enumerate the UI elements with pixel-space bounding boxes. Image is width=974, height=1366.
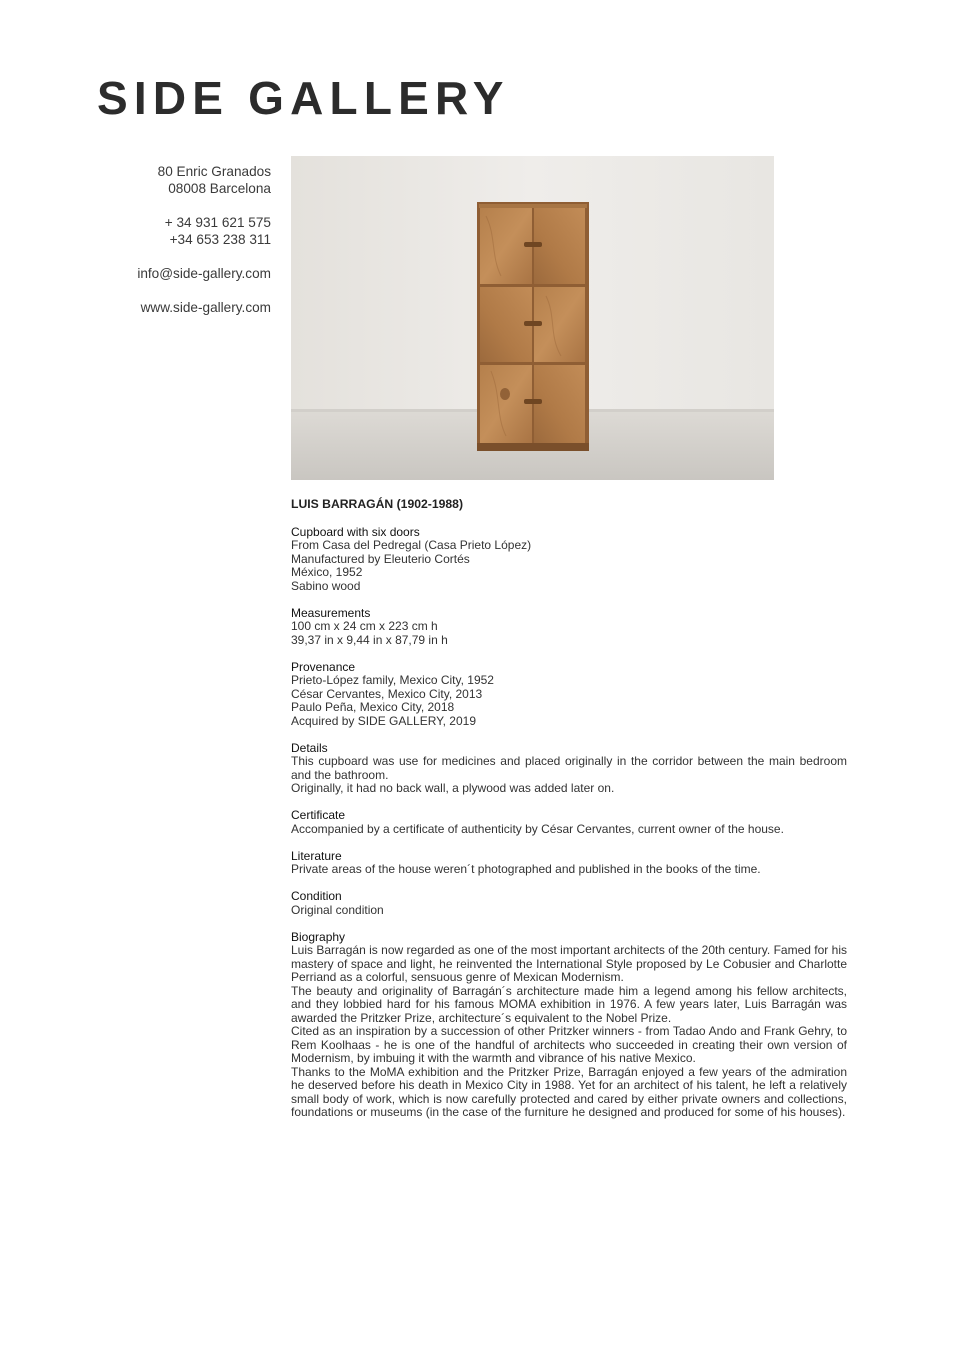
phone-number[interactable]: + 34 931 621 575 xyxy=(164,215,271,230)
literature-text: Private areas of the house weren´t photographed and published in the books of the time. xyxy=(291,862,761,876)
details-section xyxy=(291,742,847,796)
product-photo xyxy=(291,156,774,480)
address-line: 08008 Barcelona xyxy=(168,181,271,196)
item-line: México, 1952 xyxy=(291,565,363,579)
item-description xyxy=(291,526,847,594)
provenance-section xyxy=(291,661,847,729)
section-heading: Biography xyxy=(291,929,346,944)
measurement-line: 39,37 in x 9,44 in x 87,79 in h xyxy=(291,632,448,647)
item-title: Cupboard with six doors xyxy=(291,524,420,539)
biography-paragraph: The beauty and originality of Barragán´s architecture made him a legend among his fellow architects, and they lobbied hard for his famous MOMA exhibition in 1976. A few years later, Luis Barragán was awarded the Pritzker Prize, architecture´s equivalent to the Nobel Prize. xyxy=(291,983,847,1025)
details-text: This cupboard was use for medicines and placed originally in the corridor between the main bedroom and the bathroom. xyxy=(291,754,847,782)
section-heading: Measurements xyxy=(291,605,371,620)
item-line: Sabino wood xyxy=(291,578,361,593)
provenance-line: Paulo Peña, Mexico City, 2018 xyxy=(291,700,455,714)
section-heading: Condition xyxy=(291,889,342,903)
section-heading: Details xyxy=(291,740,328,755)
section-heading: Literature xyxy=(291,848,342,863)
biography-paragraph: Luis Barragán is now regarded as one of the most important architects of the 20th century. Famed for his mastery of space and light, he reinvented the International Style proposed by Le Cobusier and Charlotte Perriand as a colorful, sensuous genre of Mexican Modernism. xyxy=(291,943,847,984)
measurement-line: 100 cm x 24 cm x 223 cm h xyxy=(291,619,438,633)
condition-text: Original condition xyxy=(291,902,384,917)
website-link[interactable]: www.side-gallery.com xyxy=(140,300,271,315)
condition-section xyxy=(291,890,847,917)
literature-section xyxy=(291,850,847,877)
provenance-line: Acquired by SIDE GALLERY, 2019 xyxy=(291,713,477,728)
email-group xyxy=(137,265,271,282)
biography-paragraph: Thanks to the MoMA exhibition and the Pritzker Prize, Barragán enjoyed a few years of the admiration he deserved before his death in Mexico City in 1988. Yet for an architect of his talent, he left a relatively small body of work, which is now carefully protected and cared by either private owners and collections, foundations or museums (in the case of the furniture he designed and produced for some of his houses). xyxy=(291,1064,847,1119)
provenance-line: Prieto-López family, Mexico City, 1952 xyxy=(291,673,494,687)
address xyxy=(137,163,271,197)
website-group xyxy=(137,299,271,316)
phones xyxy=(137,214,271,248)
item-line: Manufactured by Eleuterio Cortés xyxy=(291,551,470,566)
section-heading: Certificate xyxy=(291,808,346,822)
item-line: From Casa del Pedregal (Casa Prieto López) xyxy=(291,538,532,552)
gallery-logo: SIDE GALLERY xyxy=(97,72,510,124)
artwork-details xyxy=(291,498,847,1133)
biography-paragraph: Cited as an inspiration by a succession of other Pritzker winners - from Tadao Ando and Frank Gehry, to Rem Koolhaas - he is one of the handful of architects who succeeded in creating their own version of Modernism, by imbuing it with the warmth and vibrance of his native Mexico. xyxy=(291,1024,847,1065)
contact-block xyxy=(137,163,271,333)
certificate-section xyxy=(291,809,847,836)
artist-name: LUIS BARRAGÁN (1902-1988) xyxy=(291,497,464,511)
provenance-line: César Cervantes, Mexico City, 2013 xyxy=(291,686,483,701)
measurements-section xyxy=(291,607,847,648)
address-line: 80 Enric Granados xyxy=(157,164,271,179)
email-link[interactable]: info@side-gallery.com xyxy=(137,266,271,281)
section-heading: Provenance xyxy=(291,659,356,674)
cupboard-illustration xyxy=(477,202,589,451)
phone-number[interactable]: +34 653 238 311 xyxy=(169,232,271,247)
certificate-text: Accompanied by a certificate of authenticity by César Cervantes, current owner of the house. xyxy=(291,821,784,836)
details-text: Originally, it had no back wall, a plywood was added later on. xyxy=(291,781,615,795)
biography-section xyxy=(291,931,847,1120)
